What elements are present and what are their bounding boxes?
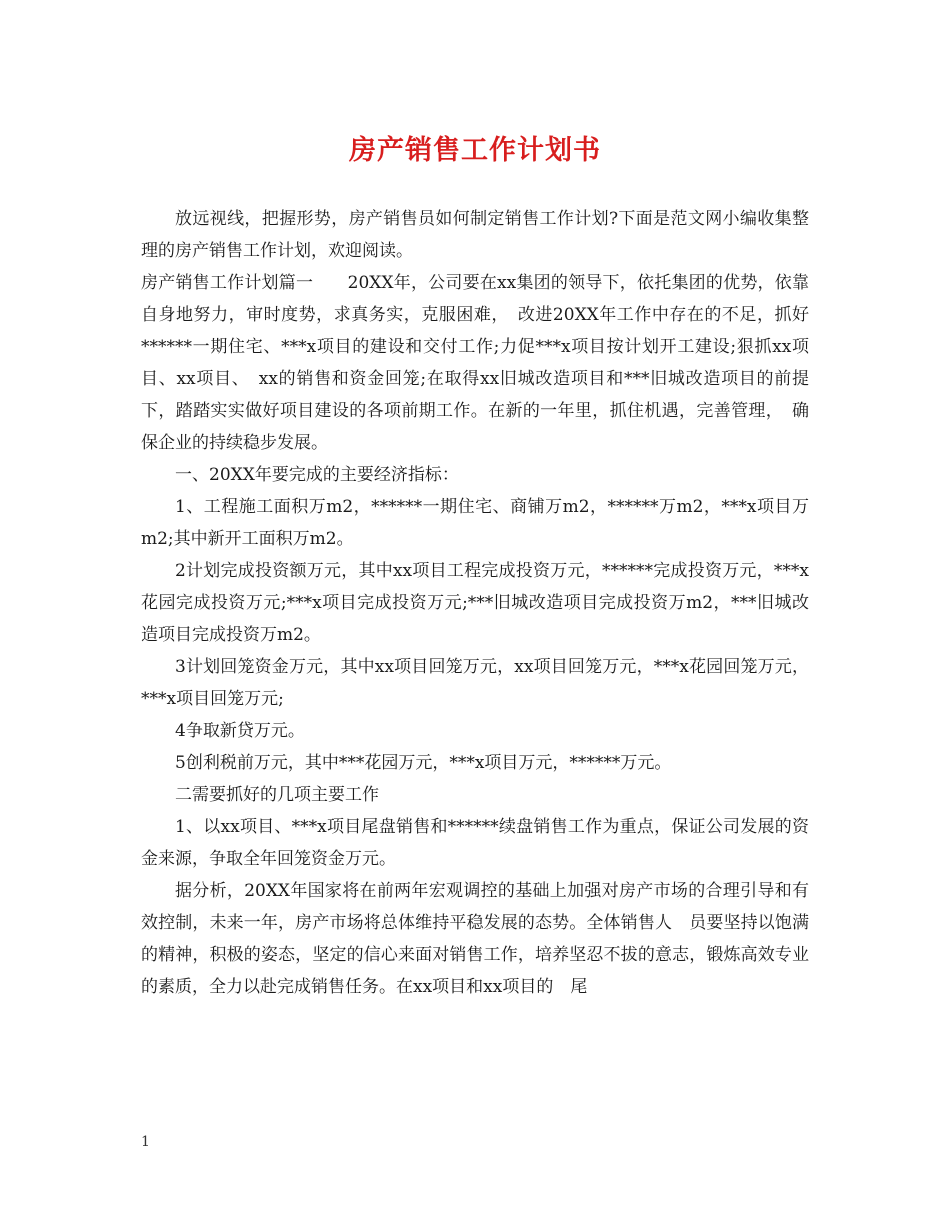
paragraph-plan-one: 房产销售工作计划篇一 20XX年，公司要在xx集团的领导下，依托集团的优势，依靠自身地努力，审时度势，求真务实，克服困难， 改进20XX年工作中存在的不足，抓好******一期住宅、***x项目的建设和交付工作;力促***x项目按计划开工建设;狠抓xx项目、xx项目、 xx的销售和资金回笼;在取得xx旧城改造项目和***旧城改造项目的前提下，踏踏实实做好项目建设的各项前期工作。在新的一年里，抓住机遇，完善管理， 确保企业的持续稳步发展。 [141,273,809,453]
paragraph-heading-key-work: 二需要抓好的几项主要工作 [175,785,379,805]
paragraph-heading-indicators: 一、20XX年要完成的主要经济指标： [175,465,459,485]
paragraph-indicator-2: 2计划完成投资额万元，其中xx项目工程完成投资万元，******完成投资万元，***x花园完成投资万元;***x项目完成投资万元;***旧城改造项目完成投资万m2，***旧城改造项目完成投资万m2。 [141,561,809,645]
document-title: 房产销售工作计划书 [349,135,601,166]
paragraph-indicator-1: 1、工程施工面积万m2，******一期住宅、商铺万m2，******万m2，***x项目万m2;其中新开工面积万m2。 [141,497,809,549]
paragraph-indicator-5: 5创利税前万元，其中***花园万元，***x项目万元，******万元。 [175,753,672,773]
paragraph-indicator-3: 3计划回笼资金万元，其中xx项目回笼万元，xx项目回笼万元，***x花园回笼万元，***x项目回笼万元; [141,657,809,709]
paragraph-indicator-4: 4争取新贷万元。 [175,721,305,741]
paragraph-key-work-1: 1、以xx项目、***x项目尾盘销售和******续盘销售工作为重点，保证公司发展的资金来源，争取全年回笼资金万元。 [141,817,809,869]
document-body [141,203,809,1003]
paragraph-intro: 放远视线，把握形势，房产销售员如何制定销售工作计划?下面是范文网小编收集整理的房产销售工作计划，欢迎阅读。 [141,209,809,261]
page-number: 1 [141,1134,150,1150]
paragraph-analysis: 据分析，20XX年国家将在前两年宏观调控的基础上加强对房产市场的合理引导和有效控制，未来一年，房产市场将总体维持平稳发展的态势。全体销售人 员要坚持以饱满的精神，积极的姿态，坚定的信心来面对销售工作，培养坚忍不拔的意志，锻炼高效专业的素质，全力以赴完成销售任务。在xx项目和xx项目的 尾 [141,881,809,997]
